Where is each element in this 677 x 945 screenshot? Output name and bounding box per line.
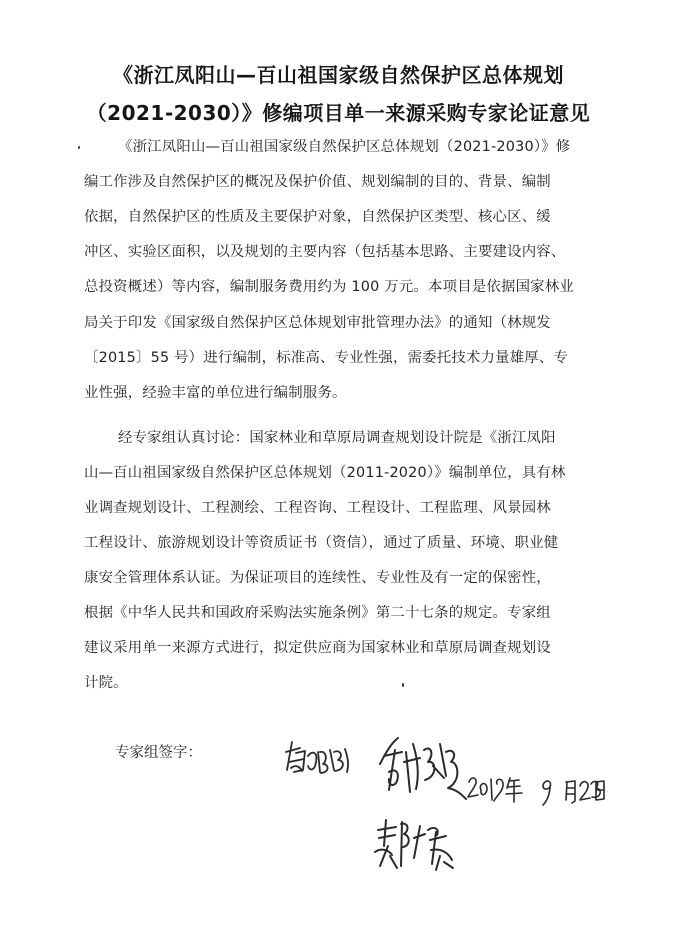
document-title-line-2: （2021-2030）》修编项目单一来源采购专家论证意见 — [86, 101, 591, 125]
handwritten-date-image — [468, 778, 604, 805]
paragraph-2-line: 工程设计、旅游规划设计等资质证书（资信），通过了质量、环境、职业健 — [84, 535, 559, 551]
signature-label: 专家组签字： — [115, 745, 202, 761]
signature-1-image — [286, 742, 348, 773]
paragraph-2-line: 计院。 — [84, 675, 128, 691]
paragraph-1-line: 《浙江凤阳山—百山祖国家级自然保护区总体规划（2021-2030）》修 — [118, 139, 571, 155]
paragraph-2-line: 根据《中华人民共和国政府采购法实施条例》第二十七条的规定。专家组 — [84, 605, 551, 621]
paragraph-2-line: 康安全管理体系认证。为保证项目的连续性、专业性及有一定的保密性， — [84, 570, 551, 586]
paragraph-1-line: 依据，自然保护区的性质及主要保护对象，自然保护区类型、核心区、缓 — [84, 209, 551, 225]
signature-3-image — [375, 820, 453, 870]
paragraph-1-line: 〔2015〕55 号）进行编制，标准高、专业性强，需委托技术力量雄厚、专 — [84, 350, 569, 366]
paragraph-2-line: 建议采用单一来源方式进行，拟定供应商为国家林业和草原局调查规划设 — [84, 640, 551, 656]
paragraph-1-line: 编工作涉及自然保护区的概况及保护价值、规划编制的目的、背景、编制 — [84, 174, 551, 190]
scan-speck — [402, 683, 404, 687]
paragraph-1-line: 业性强，经验丰富的单位进行编制服务。 — [84, 385, 347, 401]
scan-speck — [78, 146, 80, 149]
signature-2-image — [380, 738, 466, 799]
paragraph-1-line: 冲区、实验区面积，以及规划的主要内容（包括基本思路、主要建设内容、 — [84, 244, 566, 260]
paragraph-2-line: 经专家组认真讨论：国家林业和草原局调查规划设计院是《浙江凤阳 — [118, 430, 556, 446]
paragraph-2-line: 山—百山祖国家级自然保护区总体规划（2011-2020）》编制单位，具有林 — [84, 465, 566, 481]
document-title-line-1: 《浙江凤阳山—百山祖国家级自然保护区总体规划 — [113, 63, 564, 87]
paragraph-1-line: 局关于印发《国家级自然保护区总体规划审批管理办法》的通知（林规发 — [84, 315, 551, 331]
paragraph-2-line: 业调查规划设计、工程测绘、工程咨询、工程设计、工程监理、风景园林 — [84, 500, 551, 516]
paragraph-1-line: 总投资概述）等内容，编制服务费用约为 100 万元。本项目是依据国家林业 — [84, 279, 574, 295]
